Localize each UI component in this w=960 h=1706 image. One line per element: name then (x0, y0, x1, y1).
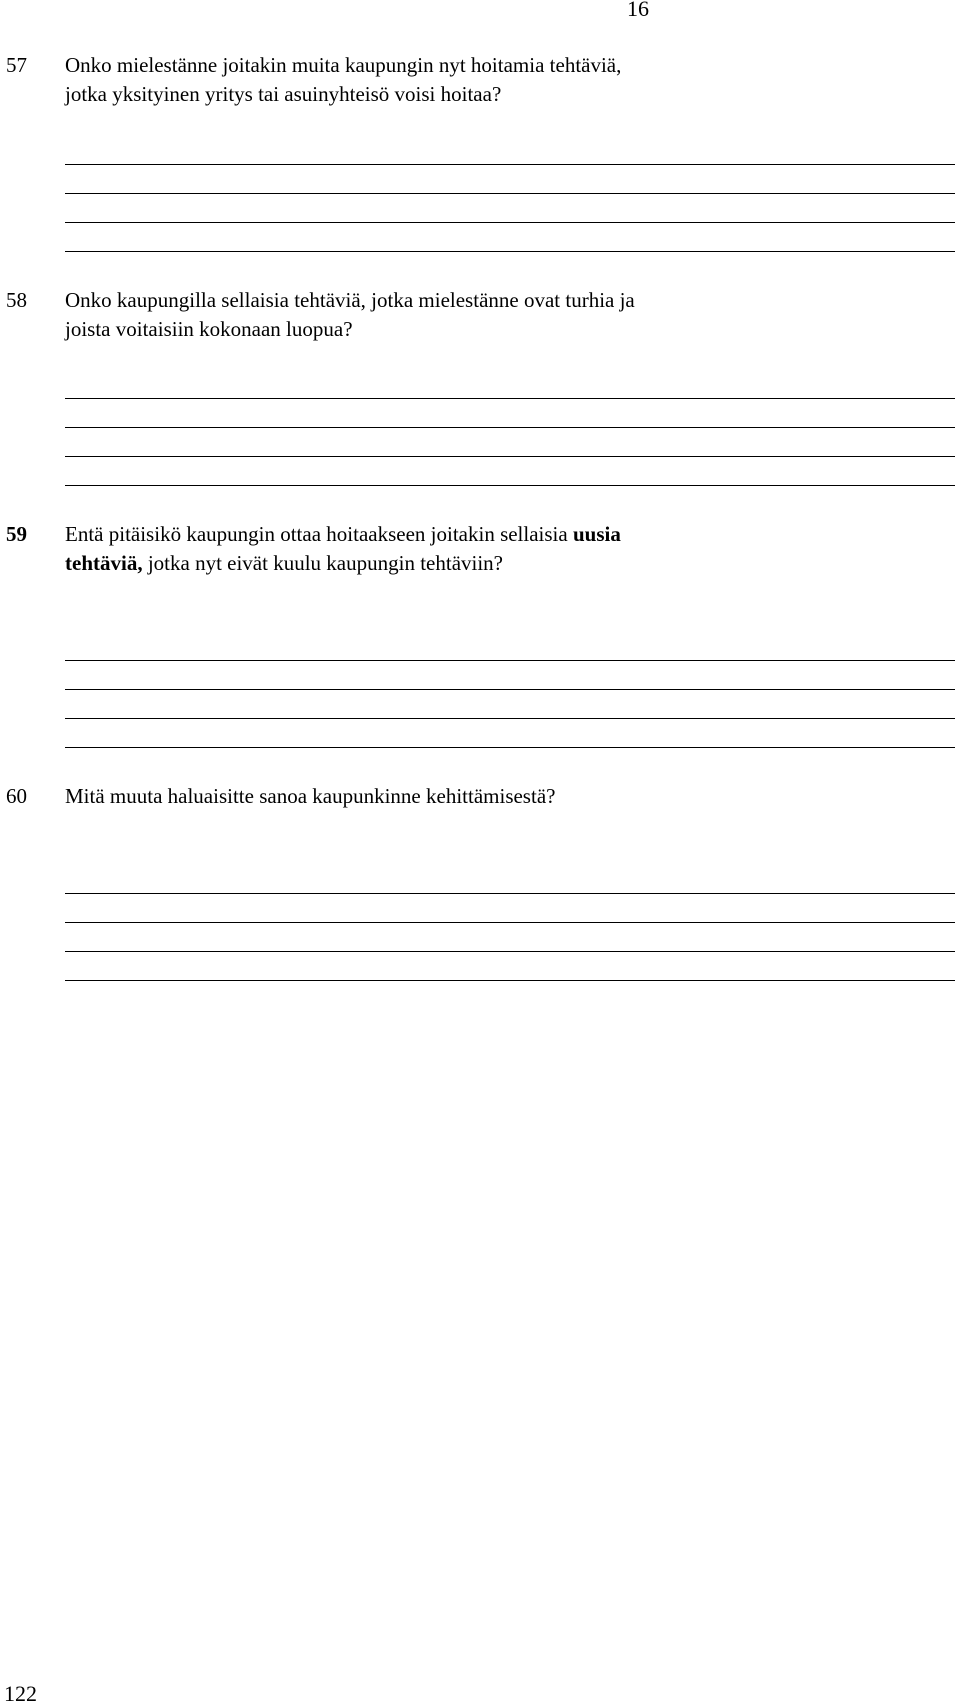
question-text (65, 520, 955, 578)
question-number: 60 (6, 784, 27, 808)
emphasis-new: uusia (572, 522, 621, 546)
answer-line[interactable] (65, 193, 955, 194)
answer-line[interactable] (65, 222, 955, 223)
answer-line[interactable] (65, 251, 955, 252)
page-number-top: 16 (627, 0, 649, 21)
answer-line[interactable] (65, 456, 955, 457)
question-text-line-1: Onko mielestänne joitakin muita kaupungin nyt hoitamia tehtäviä, (65, 53, 622, 77)
question-text (65, 782, 955, 811)
answer-line[interactable] (65, 427, 955, 428)
question-text-line-1: Mitä muuta haluaisitte sanoa kaupunkinne kehittämisestä? (65, 784, 556, 808)
answer-line[interactable] (65, 718, 955, 719)
answer-line[interactable] (65, 980, 955, 981)
question-number: 57 (6, 53, 27, 77)
question-text-line-2: joista voitaisiin kokonaan luopua? (65, 317, 353, 341)
question-text-line-1: Onko kaupungilla sellaisia tehtäviä, jotka mielestänne ovat turhia ja (65, 288, 635, 312)
question-number: 59 (6, 522, 27, 546)
answer-line[interactable] (65, 893, 955, 894)
answer-line[interactable] (65, 660, 955, 661)
emphasis-tasks: tehtäviä, (65, 551, 143, 575)
question-text-line-2: jotka nyt eivät kuulu kaupungin tehtäviin? (142, 551, 504, 575)
answer-line[interactable] (65, 485, 955, 486)
answer-line[interactable] (65, 747, 955, 748)
question-number: 58 (6, 288, 27, 312)
answer-line[interactable] (65, 689, 955, 690)
answer-line[interactable] (65, 922, 955, 923)
question-text-line-2: jotka yksityinen yritys tai asuinyhteisö voisi hoitaa? (65, 82, 502, 106)
answer-line[interactable] (65, 164, 955, 165)
answer-line[interactable] (65, 398, 955, 399)
page-number-bottom: 122 (4, 1681, 37, 1706)
question-text (65, 51, 955, 109)
question-text (65, 286, 955, 344)
question-text-line-1: Entä pitäisikö kaupungin ottaa hoitaakseen joitakin sellaisia (65, 522, 573, 546)
answer-line[interactable] (65, 951, 955, 952)
